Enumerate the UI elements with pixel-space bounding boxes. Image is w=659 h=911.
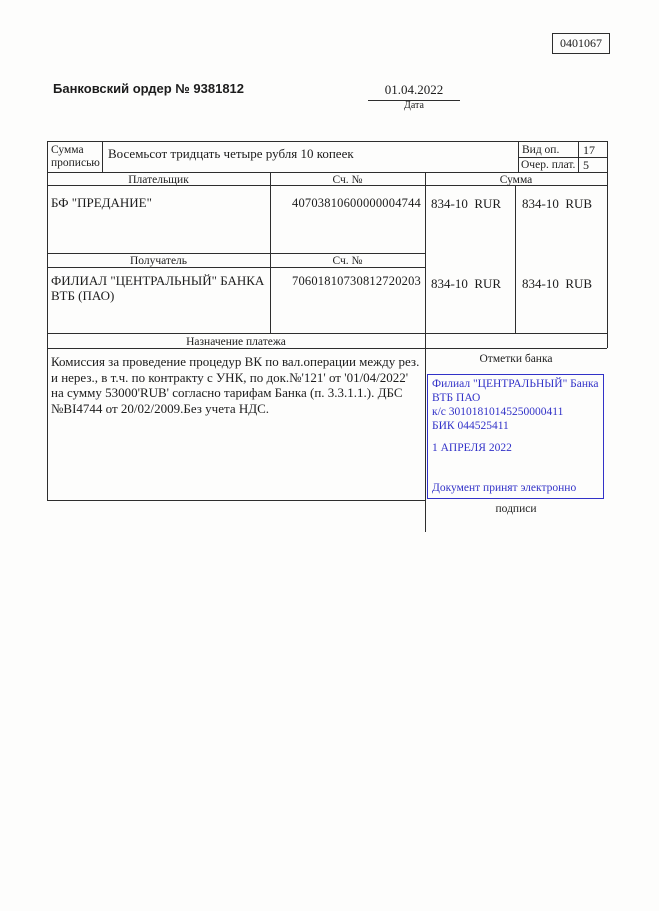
payee-account: 70601810730812720203 [292, 274, 421, 288]
bank-stamp [427, 374, 604, 499]
payer-column-header: Плательщик [128, 174, 189, 186]
grid-line [47, 500, 425, 501]
stamp-bik: БИК 044525411 [432, 420, 509, 432]
grid-line [47, 253, 425, 254]
grid-line [47, 141, 48, 500]
grid-line [270, 172, 271, 333]
amount-rub-payer: 834-10 RUB [522, 196, 593, 211]
bank-marks-header: Отметки банка [479, 353, 553, 365]
stamp-footer: Документ принят электронно [432, 482, 577, 494]
payer-name: БФ "ПРЕДАНИЕ" [51, 195, 152, 210]
stamp-corr-account: к/с 30101810145250000411 [432, 406, 564, 418]
payer-account: 40703810600000004744 [292, 196, 421, 210]
grid-line [518, 141, 519, 172]
amount-rur-payer: 834-10 RUR [431, 196, 502, 211]
amount-words-label: Сумма прописью [51, 144, 100, 169]
payee-account-column-header: Сч. № [332, 255, 363, 267]
purpose-text: Комиссия за проведение процедур ВК по вал.операции между рез. и нерез., в т.ч. по контракту с УНК, по док.№'121' от '01/04/2022' на сумму 53000'RUB' согласно тарифам Банка (п. 3.3.1.1.). ДБС №ВI4744 от 20/02/2009.Без учета НДС. [51, 354, 420, 416]
grid-line [47, 141, 607, 142]
form-code: 0401067 [560, 36, 602, 50]
grid-line [578, 141, 579, 172]
date-label: Дата [404, 100, 424, 111]
bank-stamp-info [432, 377, 600, 433]
grid-line [47, 333, 607, 334]
amount-rur-payee: 834-10 RUR [431, 276, 502, 291]
stamp-date: 1 АПРЕЛЯ 2022 [432, 442, 512, 454]
priority-value: 5 [583, 158, 589, 172]
form-code-box [552, 33, 610, 54]
sum-column-header: Сумма [499, 174, 533, 186]
op-type-value: 17 [583, 143, 595, 157]
document-title: Банковский ордер № 9381812 [53, 81, 245, 96]
priority-label: Очер. плат. [521, 159, 576, 171]
document-date: 01.04.2022 [368, 82, 460, 101]
signatures-label: подписи [495, 503, 537, 515]
amount-words: Восемьсот тридцать четыре рубля 10 копеек [108, 146, 354, 161]
payee-name: ФИЛИАЛ "ЦЕНТРАЛЬНЫЙ" БАНКА ВТБ (ПАО) [51, 273, 265, 303]
grid-line [102, 141, 103, 172]
grid-line [47, 172, 607, 173]
stamp-bank-name-line1: Филиал "ЦЕНТРАЛЬНЫЙ" Банка [432, 378, 599, 390]
grid-line [425, 172, 426, 532]
payee-column-header: Получатель [129, 255, 188, 267]
payer-account-column-header: Сч. № [332, 174, 363, 186]
op-type-label: Вид оп. [522, 144, 560, 156]
purpose-header: Назначение платежа [186, 336, 286, 348]
stamp-bank-name-line2: ВТБ ПАО [432, 392, 481, 404]
grid-line [607, 141, 608, 348]
grid-line [515, 185, 516, 333]
amount-rub-payee: 834-10 RUB [522, 276, 593, 291]
